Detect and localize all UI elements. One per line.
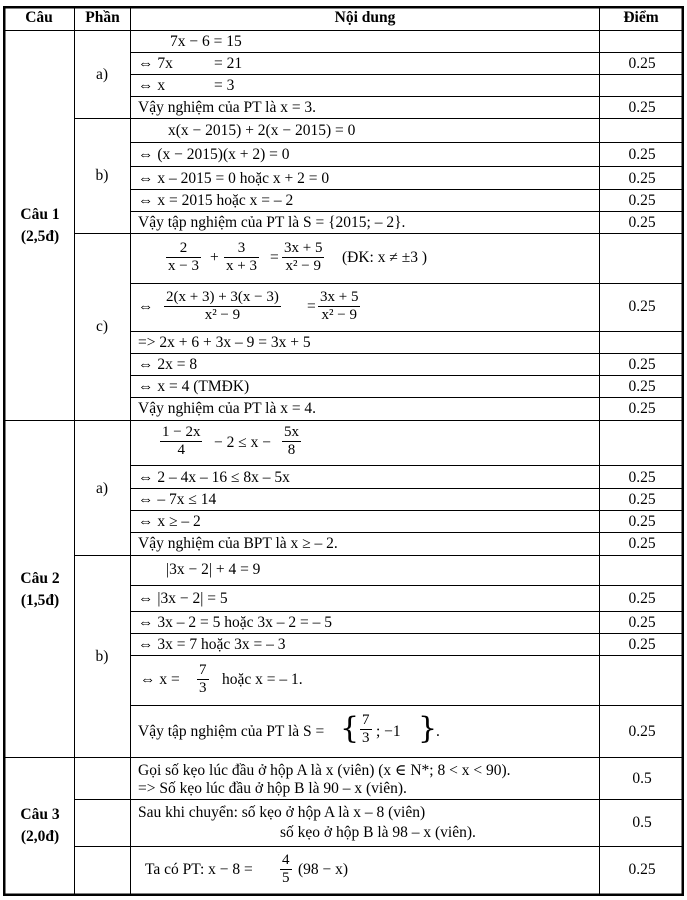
header-noi-dung: Nội dung bbox=[334, 9, 396, 26]
q1a-line-2a: ⇔ 7x bbox=[138, 55, 173, 72]
point-cell: 0.25 bbox=[628, 146, 656, 163]
q2a-line-2: ⇔ 2 – 4x – 16 ≤ 8x – 5x bbox=[138, 469, 290, 486]
header-phan: Phần bbox=[85, 9, 120, 26]
q2a-line-5: Vậy nghiệm của BPT là x ≥ – 2. bbox=[138, 535, 338, 552]
q2b-fraction-1: $\frac{7}{3}$ bbox=[199, 662, 207, 696]
q3-row3-b: (98 − x) bbox=[298, 861, 349, 878]
q1c-line-3: => 2x + 6 + 3x – 9 = 3x + 5 bbox=[138, 334, 311, 351]
point-cell: 0.25 bbox=[628, 192, 656, 209]
q1c-equals-2: = bbox=[307, 298, 316, 315]
q1b-line-1: x(x − 2015) + 2(x − 2015) = 0 bbox=[168, 122, 356, 139]
q2b-line-4: ⇔ 3x = 7 hoặc 3x = – 3 bbox=[138, 636, 286, 653]
point-cell: 0.25 bbox=[628, 513, 656, 530]
q2b-line-5a: ⇔ x = bbox=[140, 671, 180, 688]
header-diem: Điểm bbox=[623, 9, 659, 26]
part-1a-label: a) bbox=[95, 66, 109, 83]
point-cell: 0.25 bbox=[628, 214, 656, 231]
q1a-line-1: 7x − 6 = 15 bbox=[170, 33, 242, 50]
q1c-fraction-3: $\frac{3x + 5}{\text{x² − 9}}$ bbox=[284, 240, 323, 274]
q1a-line-2b: = 21 bbox=[214, 55, 243, 72]
q1c-fraction-2: $\frac{3}{x + 3}$ bbox=[226, 240, 257, 274]
q3-fraction: $\frac{4}{5}$ bbox=[282, 852, 290, 886]
q2b-line-6c: . bbox=[436, 723, 440, 740]
q1b-line-4: ⇔ x = 2015 hoặc x = – 2 bbox=[138, 192, 294, 209]
point-cell: 0.25 bbox=[628, 535, 656, 552]
q3-row3-a: Ta có PT: x − 8 = bbox=[145, 861, 253, 878]
q2b-line-6b: ; −1 bbox=[376, 723, 401, 740]
q1c-line-6: Vậy nghiệm của PT là x = 4. bbox=[138, 400, 317, 417]
q3-row2-line-1: Sau khi chuyển: số kẹo ở hộp A là x – 8 (viên) bbox=[138, 804, 426, 821]
q1c-fraction-4: $\frac{2(x + 3) + 3(x - 3)}{\text{x² − 9}}$ bbox=[166, 289, 279, 323]
q2a-fraction-2: $\frac{5x}{8}$ bbox=[284, 424, 299, 458]
q2b-fraction-2: $\frac{7}{3}$ bbox=[362, 712, 370, 746]
left-brace-icon: { bbox=[340, 711, 360, 746]
point-cell: 0.5 bbox=[632, 770, 652, 787]
q2a-fraction-1: $\frac{1 - 2x}{4}$ bbox=[162, 424, 201, 458]
point-cell: 0.25 bbox=[628, 614, 656, 631]
q1c-plus: + bbox=[210, 249, 219, 266]
q2a-middle: − 2 ≤ x − bbox=[214, 434, 271, 451]
point-cell: 0.25 bbox=[628, 356, 656, 373]
q2b-line-1: |3x − 2| + 4 = 9 bbox=[166, 561, 261, 578]
part-2a-label: a) bbox=[95, 480, 109, 497]
q3-row1-line-2: => Số kẹo lúc đầu ở hộp B là 90 – x (viên). bbox=[138, 780, 407, 797]
question-2-label: Câu 2 (1,5đ) bbox=[20, 570, 60, 609]
point-cell: 0.25 bbox=[628, 378, 656, 395]
q1a-line-4: Vậy nghiệm của PT là x = 3. bbox=[138, 99, 317, 116]
point-cell: 0.25 bbox=[628, 99, 656, 116]
part-1b-label: b) bbox=[95, 167, 109, 184]
point-cell: 0.25 bbox=[628, 55, 656, 72]
q1c-condition: (ĐK: x ≠ ±3 ) bbox=[342, 249, 428, 266]
q2b-line-5b: hoặc x = – 1. bbox=[222, 671, 303, 688]
q1b-line-5: Vậy tập nghiệm của PT là S = {2015; – 2}. bbox=[138, 214, 406, 231]
q1c-arrow: ⇔ bbox=[138, 298, 154, 315]
point-cell: 0.25 bbox=[628, 170, 656, 187]
q1c-fraction-1: $\frac{2}{x - 3}$ bbox=[168, 240, 199, 274]
header-cau: Câu bbox=[25, 9, 53, 26]
question-3-label: Câu 3 (2,0đ) bbox=[20, 806, 60, 845]
q1b-line-2: ⇔ (x − 2015)(x + 2) = 0 bbox=[138, 146, 290, 163]
point-cell: 0.25 bbox=[628, 861, 656, 878]
q1b-line-3: ⇔ x – 2015 = 0 hoặc x + 2 = 0 bbox=[138, 170, 330, 187]
q1c-line-5: ⇔ x = 4 (TMĐK) bbox=[138, 378, 250, 395]
point-cell: 0.25 bbox=[628, 636, 656, 653]
part-1c-label: c) bbox=[95, 318, 109, 335]
q1a-line-3a: ⇔ x bbox=[138, 77, 166, 94]
point-cell: 0.25 bbox=[628, 491, 656, 508]
q3-row2-line-2: số kẹo ở hộp B là 98 – x (viên). bbox=[280, 824, 476, 841]
part-2b-label: b) bbox=[95, 648, 109, 665]
point-cell: 0.5 bbox=[632, 814, 652, 831]
question-1-label: Câu 1 (2,5đ) bbox=[20, 206, 60, 245]
right-brace-icon: } bbox=[418, 711, 438, 746]
point-cell: 0.25 bbox=[628, 469, 656, 486]
q1a-line-3b: = 3 bbox=[214, 77, 235, 94]
q2b-line-6a: Vậy tập nghiệm của PT là S = bbox=[138, 723, 325, 740]
q3-row1-line-1: Gọi số kẹo lúc đầu ở hộp A là x (viên) (x ∈ N*; 8 < x < 90). bbox=[138, 762, 511, 779]
q1c-equals: = bbox=[270, 249, 279, 266]
q1c-line-4: ⇔ 2x = 8 bbox=[138, 356, 198, 373]
q2b-line-3: ⇔ 3x – 2 = 5 hoặc 3x – 2 = – 5 bbox=[138, 614, 332, 631]
q1c-fraction-5: $\frac{3x + 5}{\text{x² − 9}}$ bbox=[320, 289, 359, 323]
point-cell: 0.25 bbox=[628, 400, 656, 417]
point-cell: 0.25 bbox=[628, 590, 656, 607]
q2b-line-2: ⇔ |3x − 2| = 5 bbox=[138, 590, 228, 607]
point-cell: 0.25 bbox=[628, 298, 656, 315]
point-cell: 0.25 bbox=[628, 723, 656, 740]
q2a-line-3: ⇔ – 7x ≤ 14 bbox=[138, 491, 217, 508]
q2a-line-4: ⇔ x ≥ – 2 bbox=[138, 513, 201, 530]
